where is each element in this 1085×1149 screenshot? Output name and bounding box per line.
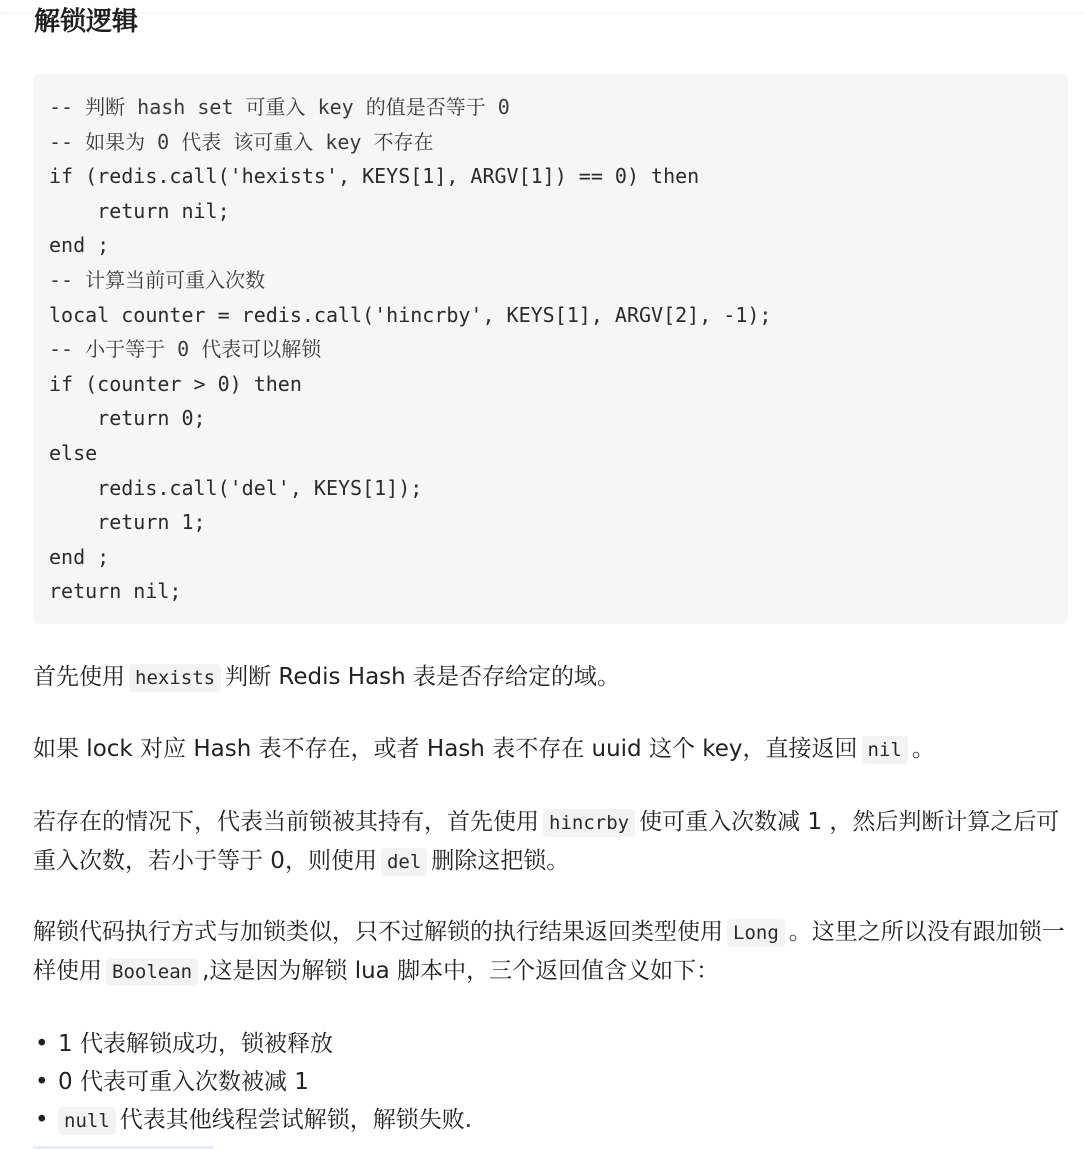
- code-line: return 1;: [49, 510, 206, 535]
- inline-code: Long: [727, 919, 785, 947]
- list-item-text: 0 代表可重入次数被减 1: [58, 1069, 309, 1095]
- code-block: [33, 74, 1068, 624]
- inline-code: nil: [862, 736, 908, 764]
- paragraph-text: 。这里之所以没有跟加锁一样使用: [33, 919, 1065, 984]
- code-line: end ;: [49, 233, 110, 258]
- code-line: end ;: [49, 544, 110, 569]
- inline-code: del: [381, 848, 427, 876]
- inline-code: hexists: [129, 664, 221, 692]
- code-line: else: [49, 440, 98, 465]
- code-line: -- 计算当前可重入次数: [49, 267, 266, 292]
- list-item: [33, 1025, 1068, 1063]
- paragraph-hincrby: [33, 803, 1068, 881]
- code-line: -- 判断 hash set 可重入 key 的值是否等于 0: [49, 95, 510, 119]
- inline-code: hincrby: [543, 809, 635, 837]
- inline-code: Boolean: [106, 958, 198, 986]
- bullet-icon: •: [35, 1107, 49, 1133]
- code-line: -- 小于等于 0 代表可以解锁: [49, 337, 322, 362]
- paragraph-nil: [33, 730, 1068, 769]
- paragraph-hexists: [33, 658, 1068, 697]
- paragraph-text: 首先使用: [33, 664, 125, 690]
- code-line: if (counter > 0) then: [49, 371, 302, 396]
- list-item-text: 代表其他线程尝试解锁，解锁失败.: [119, 1107, 473, 1133]
- section-heading: 解锁逻辑: [34, 7, 139, 37]
- paragraph-text: ,这是因为解锁 lua 脚本中，三个返回值含义如下：: [202, 958, 720, 984]
- top-bar: [0, 0, 1085, 12]
- paragraph-text: 删除这把锁。: [431, 848, 570, 874]
- list-item-text: 1 代表解锁成功，锁被释放: [58, 1031, 333, 1057]
- paragraph-text: 。: [911, 736, 935, 762]
- bullet-icon: •: [35, 1031, 49, 1057]
- code-line: redis.call('del', KEYS[1]);: [49, 475, 423, 500]
- code-line: if (redis.call('hexists', KEYS[1], ARGV[1]) == 0) then: [49, 164, 700, 189]
- list-item: [33, 1101, 1068, 1140]
- paragraph-text: 如果 lock 对应 Hash 表不存在，或者 Hash 表不存在 uuid 这个 key，直接返回: [33, 736, 858, 762]
- return-values-list: [33, 1025, 1068, 1140]
- code-line: local counter = redis.call('hincrby', KEYS[1], ARGV[2], -1);: [49, 302, 772, 327]
- paragraph-text: 判断 Redis Hash 表是否存给定的域。: [225, 664, 621, 690]
- paragraph-text: 若存在的情况下，代表当前锁被其持有，首先使用: [33, 809, 539, 835]
- code-line: return nil;: [49, 579, 182, 604]
- paragraph-text: 使可重入次数减 1 ，然后判断计算之后可重入次数，若小于等于 0，则使用: [33, 809, 1060, 874]
- code-line: return 0;: [49, 406, 206, 431]
- inline-code: null: [58, 1107, 116, 1135]
- list-item: [33, 1063, 1068, 1101]
- paragraph-return-type: [33, 913, 1068, 991]
- bullet-icon: •: [35, 1069, 49, 1095]
- code-line: return nil;: [49, 198, 230, 223]
- paragraph-text: 解锁代码执行方式与加锁类似，只不过解锁的执行结果返回类型使用: [33, 919, 723, 945]
- code-line: -- 如果为 0 代表 该可重入 key 不存在: [49, 129, 434, 154]
